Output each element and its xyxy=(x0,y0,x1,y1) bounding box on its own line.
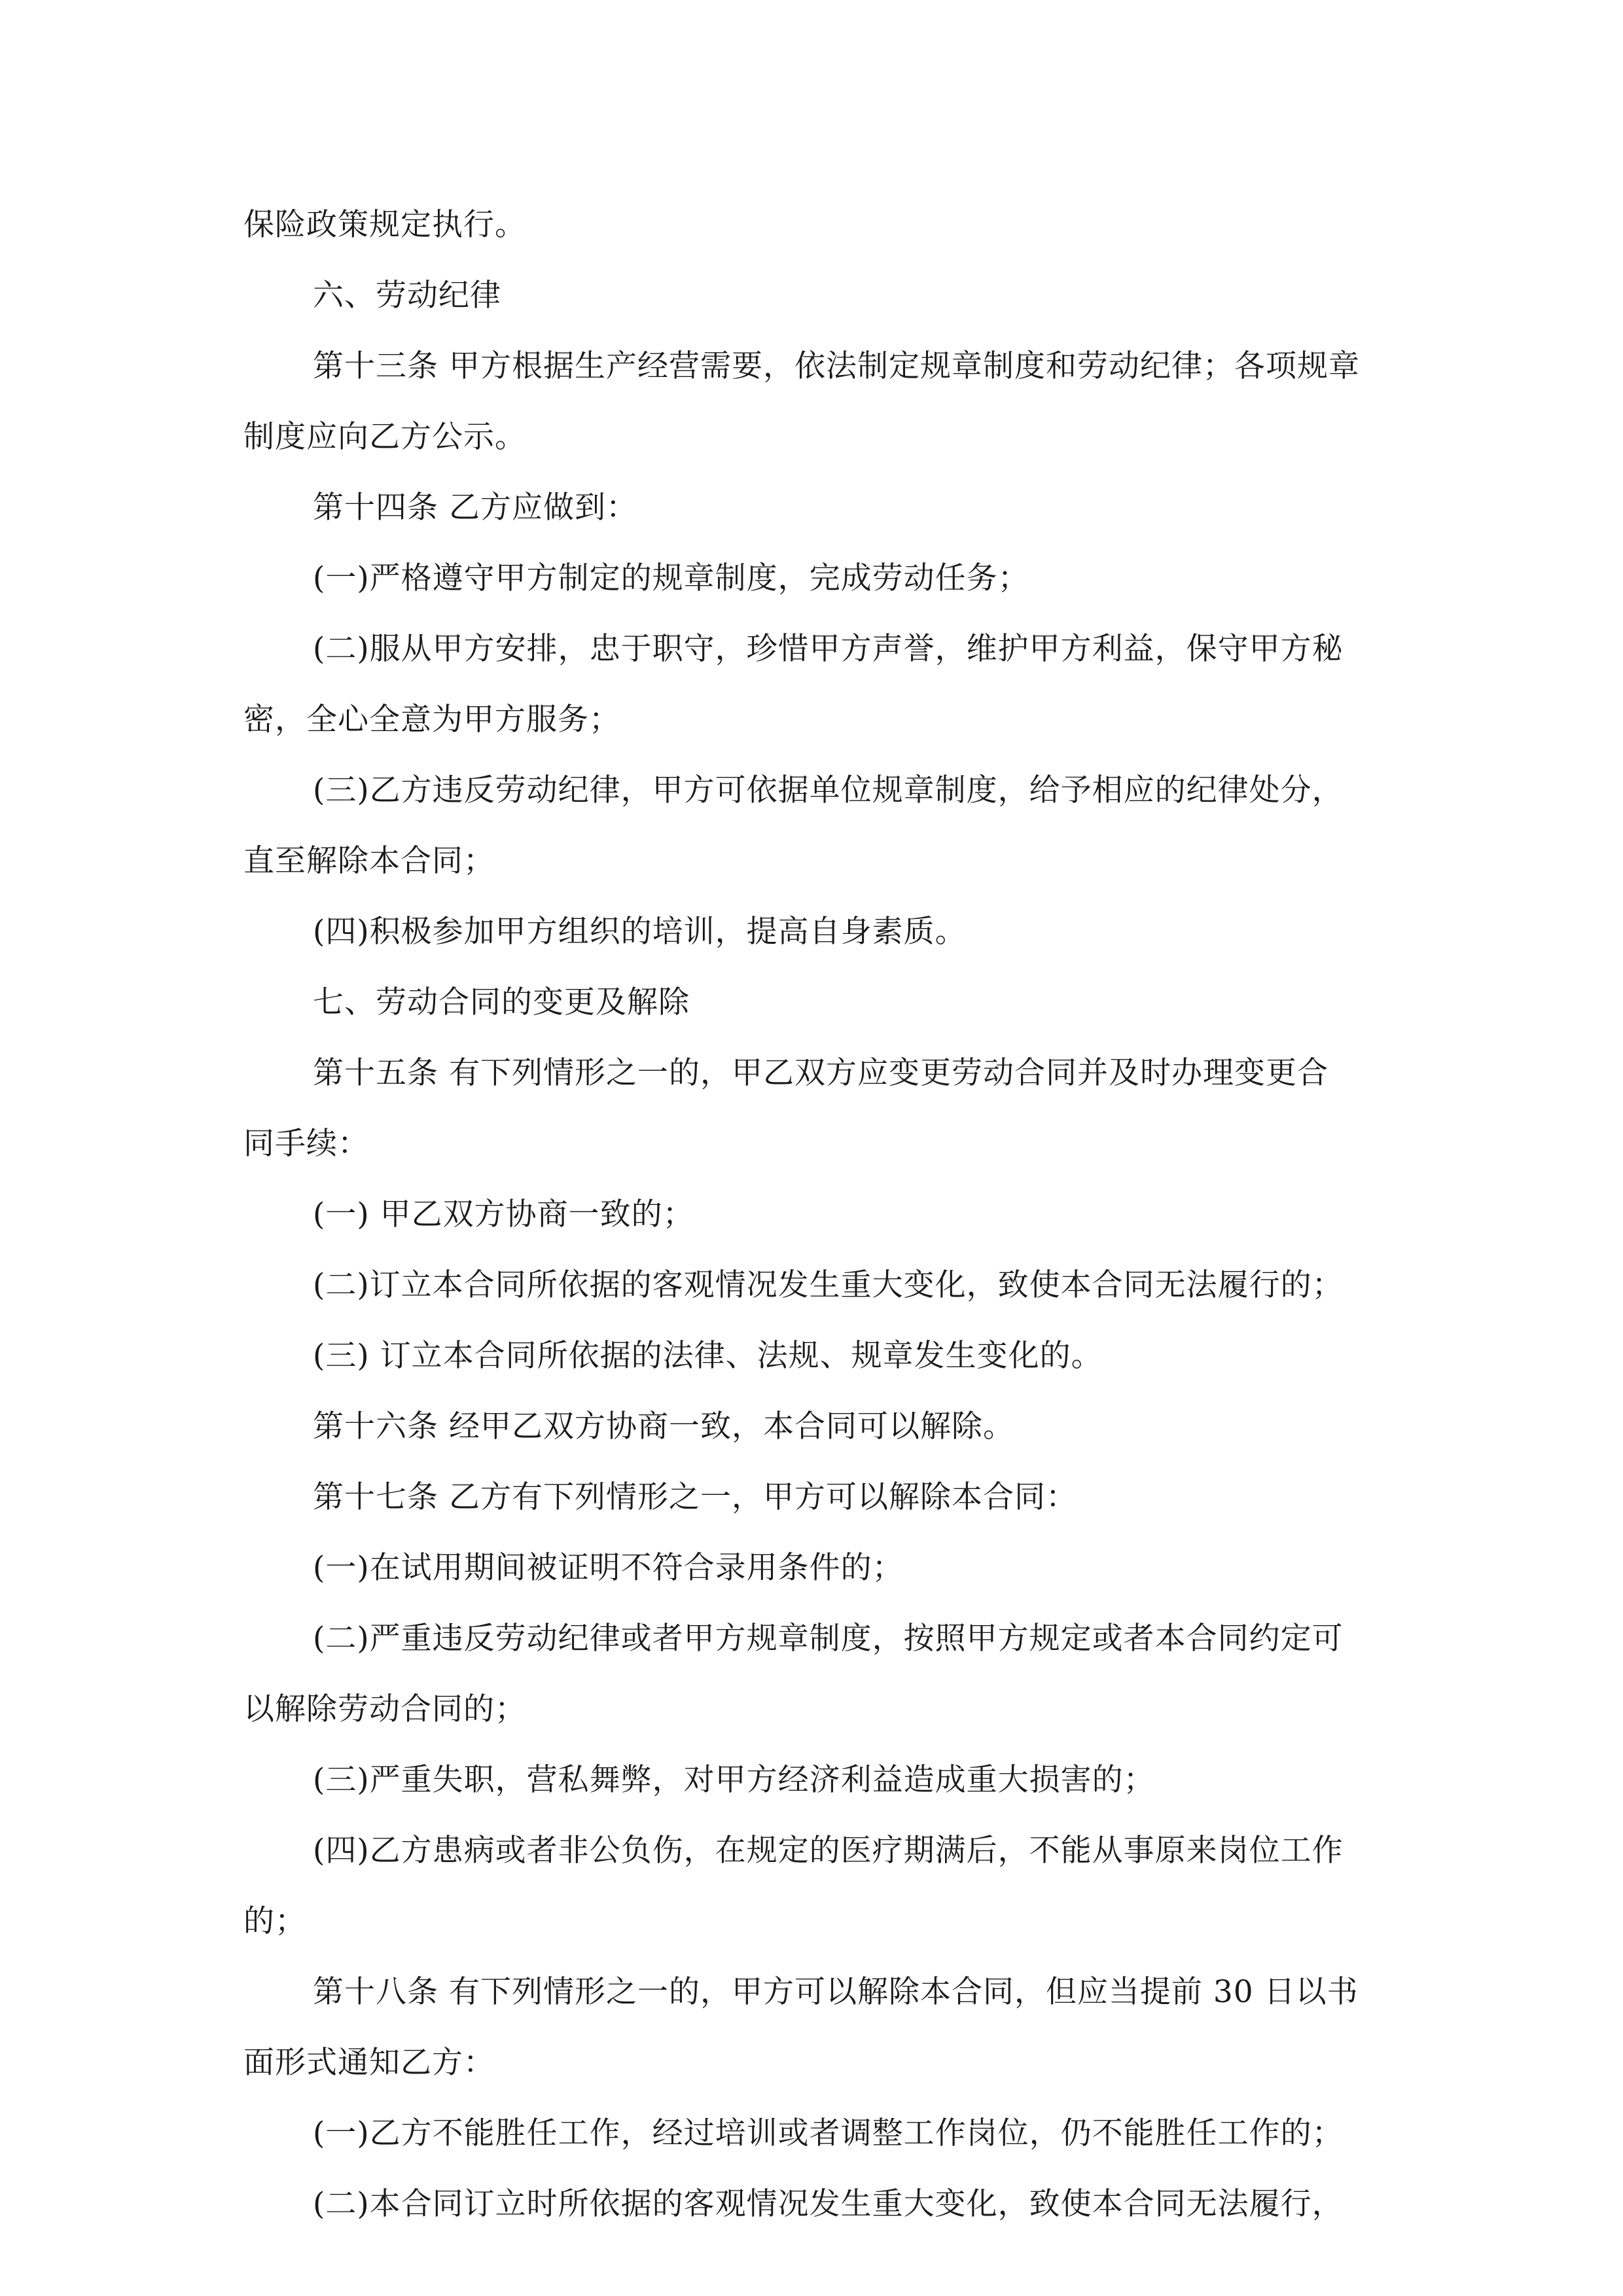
document-body xyxy=(243,190,1385,2240)
text-line: 以解除劳动合同的； xyxy=(243,1691,526,1727)
text-line: 面形式通知乙方： xyxy=(243,2045,495,2081)
text-line: (二)本合同订立时所依据的客观情况发生重大变化，致使本合同无法履行， xyxy=(313,2186,1344,2222)
text-line: (一)严格遵守甲方制定的规章制度，完成劳动任务； xyxy=(313,560,1029,596)
text-line: 第十三条 甲方根据生产经营需要，依法制定规章制度和劳动纪律；各项规章 xyxy=(313,348,1360,384)
text-line: (二)服从甲方安排，忠于职守，珍惜甲方声誉，维护甲方利益，保守甲方秘 xyxy=(313,631,1344,667)
text-line: (四)乙方患病或者非公负伤，在规定的医疗期满后，不能从事原来岗位工作 xyxy=(313,1833,1344,1869)
text-line: 第十四条 乙方应做到： xyxy=(313,490,637,526)
text-line: (二)严重违反劳动纪律或者甲方规章制度，按照甲方规定或者本合同约定可 xyxy=(313,1621,1344,1657)
text-line: (四)积极参加甲方组织的培训，提高自身素质。 xyxy=(313,914,967,950)
text-line: 六、劳动纪律 xyxy=(313,278,501,314)
text-line: 第十八条 有下列情形之一的，甲方可以解除本合同，但应当提前 30 日以书 xyxy=(313,1974,1359,2010)
text-line: 密，全心全意为甲方服务； xyxy=(243,702,620,738)
text-line: 制度应向乙方公示。 xyxy=(243,419,526,455)
text-line: 第十七条 乙方有下列情形之一，甲方可以解除本合同： xyxy=(313,1479,1077,1515)
text-line: 七、劳动合同的变更及解除 xyxy=(313,984,690,1020)
text-line: (三) 订立本合同所依据的法律、法规、规章发生变化的。 xyxy=(313,1338,1103,1374)
text-line: 直至解除本合同； xyxy=(243,843,495,879)
text-line: (一) 甲乙双方协商一致的； xyxy=(313,1196,694,1232)
text-line: (三)严重失职，营私舞弊，对甲方经济利益造成重大损害的； xyxy=(313,1762,1155,1798)
text-line: 第十五条 有下列情形之一的，甲乙双方应变更劳动合同并及时办理变更合 xyxy=(313,1055,1329,1091)
text-line: (二)订立本合同所依据的客观情况发生重大变化，致使本合同无法履行的； xyxy=(313,1267,1344,1303)
text-line: (一)乙方不能胜任工作，经过培训或者调整工作岗位，仍不能胜任工作的； xyxy=(313,2115,1344,2151)
text-line: (三)乙方违反劳动纪律，甲方可依据单位规章制度，给予相应的纪律处分， xyxy=(313,772,1344,808)
text-line: 保险政策规定执行。 xyxy=(243,207,526,243)
text-line: 的； xyxy=(243,1903,306,1939)
text-line: (一)在试用期间被证明不符合录用条件的； xyxy=(313,1550,904,1586)
text-line: 同手续： xyxy=(243,1126,369,1162)
text-line: 第十六条 经甲乙双方协商一致，本合同可以解除。 xyxy=(313,1408,1014,1444)
